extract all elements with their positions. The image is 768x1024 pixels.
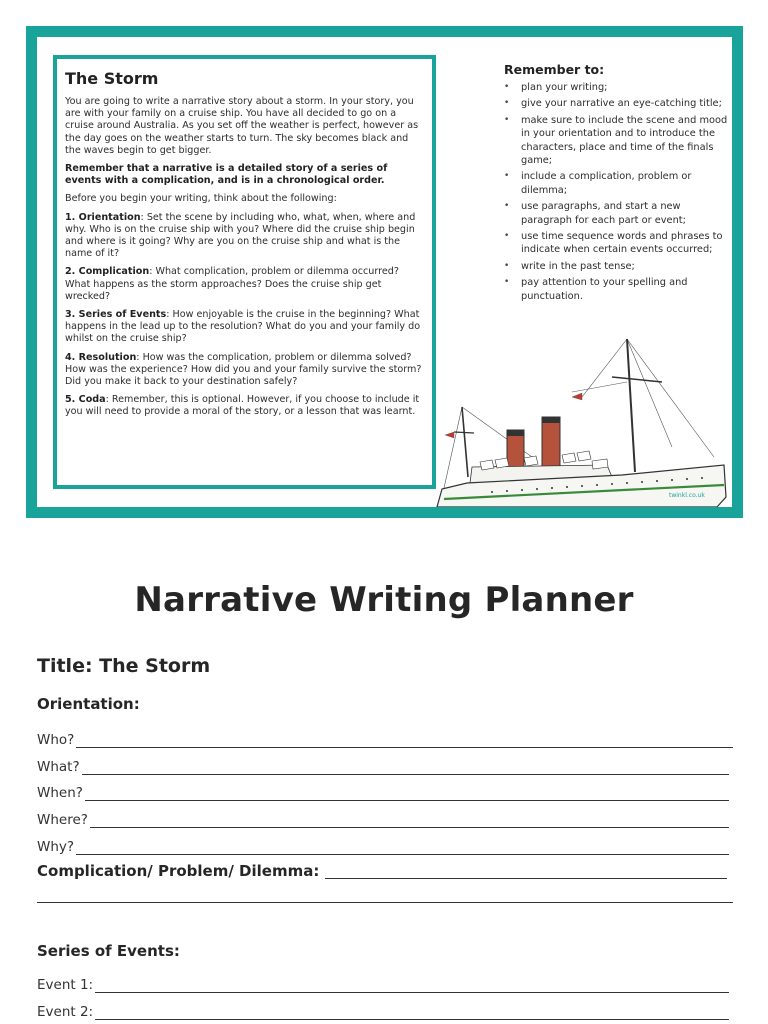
storm-point-label: 2. Complication <box>65 266 150 278</box>
what-label: What? <box>37 759 80 775</box>
storm-point-coda <box>65 394 426 418</box>
storm-point-series <box>65 309 426 346</box>
storm-point-text: : How enjoyable is the cruise in the beginning? What happens in the lead up to the resolution? What do you and your family do whilst on the cruise ship? <box>65 309 421 345</box>
event-2-label: Event 2: <box>37 1004 94 1020</box>
storm-point-label: 3. Series of Events <box>65 309 167 321</box>
twinkl-watermark: twinkl.co.uk <box>669 492 705 499</box>
remember-title: Remember to: <box>504 62 605 77</box>
complication-extra-line[interactable] <box>37 902 733 903</box>
remember-list <box>504 81 734 303</box>
complication-field[interactable] <box>37 857 727 879</box>
storm-point-text: : What complication, problem or dilemma occurred? What happens as the storm approaches? Does the cruise ship get wrecked? <box>65 266 399 302</box>
who-label: Who? <box>37 732 75 748</box>
remember-item: • use time sequence words and phrases to indicate when certain events occurred; <box>504 230 734 257</box>
info-card <box>26 26 743 518</box>
storm-brief-title: The Storm <box>65 69 159 88</box>
when-label: When? <box>37 785 83 801</box>
storm-point-complication <box>65 266 426 303</box>
remember-item: • make sure to include the scene and mood in your orientation and to introduce the characters, place and time of the finals game; <box>504 114 734 168</box>
storm-brief-box <box>53 55 436 489</box>
complication-write-line[interactable] <box>325 863 727 879</box>
what-write-line[interactable] <box>82 759 729 775</box>
event-2-write-line[interactable] <box>95 1004 729 1020</box>
remember-item: • write in the past tense; <box>504 260 734 273</box>
orientation-label: Orientation: <box>37 695 140 713</box>
who-field[interactable] <box>37 728 733 748</box>
when-write-line[interactable] <box>85 785 729 801</box>
event-1-label: Event 1: <box>37 977 94 993</box>
why-label: Why? <box>37 839 75 855</box>
why-field[interactable] <box>37 835 729 855</box>
storm-point-label: 5. Coda <box>65 394 106 406</box>
storm-point-orientation <box>65 212 426 261</box>
storm-brief-reminder: Remember that a narrative is a detailed story of a series of events with a complication, and is in a chronological order. <box>65 163 388 187</box>
where-field[interactable] <box>37 808 729 828</box>
remember-item: • include a complication, problem or dilemma; <box>504 170 734 197</box>
planner-heading: Narrative Writing Planner <box>134 580 634 620</box>
info-card-inner <box>37 37 732 507</box>
remember-item: • give your narrative an eye-catching title; <box>504 97 734 110</box>
complication-label: Complication/ Problem/ Dilemma: <box>37 862 320 880</box>
remember-item: • plan your writing; <box>504 81 734 94</box>
remember-item: • pay attention to your spelling and punctuation. <box>504 276 734 303</box>
when-field[interactable] <box>37 781 729 801</box>
event-2-field[interactable] <box>37 1000 729 1020</box>
storm-point-text: : Remember, this is optional. However, if you choose to include it you will need to provide a moral of the story, or a lesson that was learnt. <box>65 394 420 418</box>
storm-point-text: : How was the complication, problem or dilemma solved? How was the experience? How did you and your family survive the storm? Did you make it back to your destination safely? <box>65 351 422 388</box>
event-1-field[interactable] <box>37 973 729 993</box>
storm-point-resolution <box>65 352 426 389</box>
who-write-line[interactable] <box>76 732 733 748</box>
why-write-line[interactable] <box>76 839 729 855</box>
storm-brief-before: Before you begin your writing, think about the following: <box>65 193 337 205</box>
storm-point-text: : Set the scene by including who, what, when, where and why. Who is on the cruise ship with you? Where did the cruise ship begin and where is it going? Why are you on the cruise ship and what is the name of it? <box>65 211 416 260</box>
where-label: Where? <box>37 812 88 828</box>
remember-item: • use paragraphs, and start a new paragraph for each part or event; <box>504 200 734 227</box>
cruise-ship-illustration <box>432 337 732 507</box>
remember-panel <box>504 62 734 306</box>
planner-story-title: Title: The Storm <box>37 655 211 677</box>
where-write-line[interactable] <box>90 812 729 828</box>
what-field[interactable] <box>37 755 729 775</box>
event-1-write-line[interactable] <box>95 977 729 993</box>
storm-point-label: 4. Resolution <box>65 351 137 363</box>
series-of-events-label: Series of Events: <box>37 942 180 960</box>
storm-point-label: 1. Orientation <box>65 211 141 223</box>
storm-brief-intro: You are going to write a narrative story about a storm. In your story, you are with your family on a cruise ship. You have all decided to go on a cruise around Australia. As you set off the weather is perfect, however as the day goes on the weather starts to turn. The sky becomes black and the waves begin to get bigger. <box>65 96 419 156</box>
